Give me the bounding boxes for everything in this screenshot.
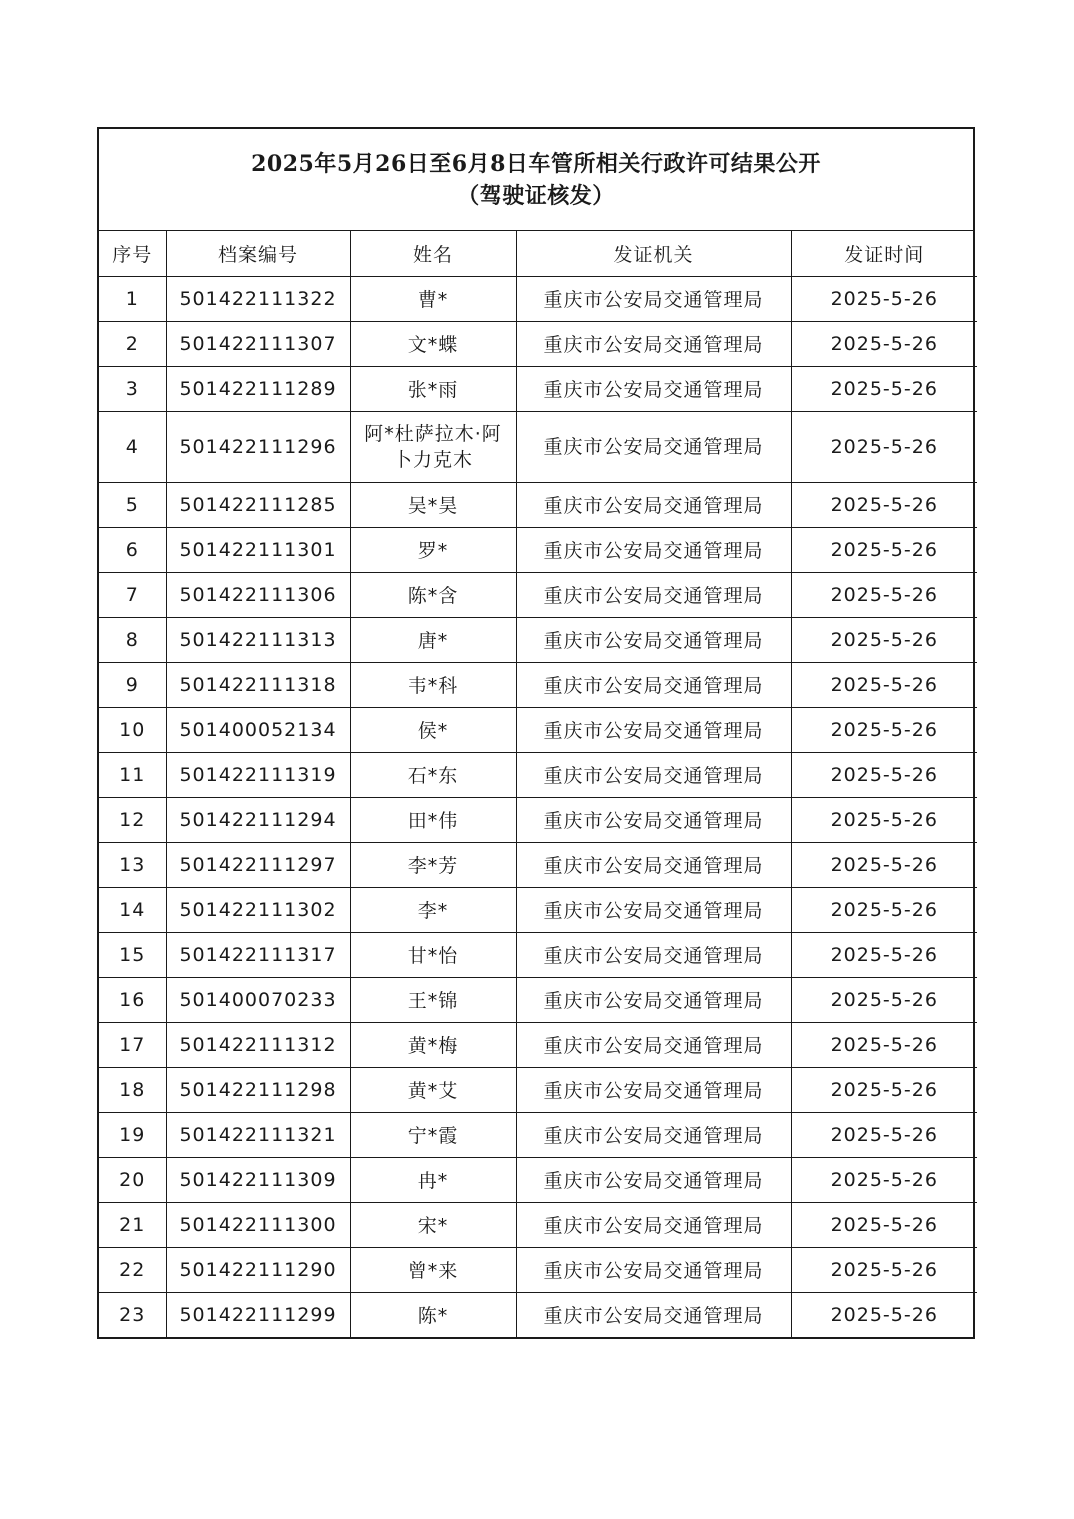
cell-file-number: 501422111309: [166, 1157, 350, 1202]
table-row: [99, 1112, 977, 1157]
cell-index: 7: [99, 572, 166, 617]
cell-index: 15: [99, 932, 166, 977]
cell-issuing-authority: 重庆市公安局交通管理局: [516, 411, 791, 482]
column-header-issuing-authority: 发证机关: [516, 231, 791, 276]
cell-issuing-authority: 重庆市公安局交通管理局: [516, 527, 791, 572]
table-row: [99, 1292, 977, 1337]
table-row: [99, 1247, 977, 1292]
cell-name: 甘*怡: [350, 932, 516, 977]
table-row: [99, 482, 977, 527]
license-table: [99, 231, 977, 1337]
cell-issue-date: 2025-5-26: [791, 366, 977, 411]
cell-name: 曾*来: [350, 1247, 516, 1292]
cell-index: 18: [99, 1067, 166, 1112]
cell-file-number: 501422111321: [166, 1112, 350, 1157]
cell-issuing-authority: 重庆市公安局交通管理局: [516, 707, 791, 752]
cell-index: 5: [99, 482, 166, 527]
table-row: [99, 842, 977, 887]
cell-name: 阿*杜萨拉木·阿卜力克木: [350, 411, 516, 482]
cell-issue-date: 2025-5-26: [791, 1292, 977, 1337]
column-header-file-number: 档案编号: [166, 231, 350, 276]
column-header-name: 姓名: [350, 231, 516, 276]
cell-issue-date: 2025-5-26: [791, 411, 977, 482]
cell-file-number: 501422111294: [166, 797, 350, 842]
cell-file-number: 501400052134: [166, 707, 350, 752]
cell-issuing-authority: 重庆市公安局交通管理局: [516, 276, 791, 321]
table-row: [99, 617, 977, 662]
table-row: [99, 662, 977, 707]
cell-file-number: 501422111301: [166, 527, 350, 572]
cell-issuing-authority: 重庆市公安局交通管理局: [516, 321, 791, 366]
cell-file-number: 501422111298: [166, 1067, 350, 1112]
cell-name: 李*: [350, 887, 516, 932]
cell-file-number: 501422111313: [166, 617, 350, 662]
cell-issuing-authority: 重庆市公安局交通管理局: [516, 887, 791, 932]
cell-name: 唐*: [350, 617, 516, 662]
cell-index: 22: [99, 1247, 166, 1292]
cell-issuing-authority: 重庆市公安局交通管理局: [516, 1202, 791, 1247]
cell-issuing-authority: 重庆市公安局交通管理局: [516, 1022, 791, 1067]
table-row: [99, 527, 977, 572]
cell-file-number: 501400070233: [166, 977, 350, 1022]
cell-name: 曹*: [350, 276, 516, 321]
cell-issue-date: 2025-5-26: [791, 797, 977, 842]
document-sheet: [97, 127, 975, 1339]
cell-index: 6: [99, 527, 166, 572]
cell-index: 4: [99, 411, 166, 482]
cell-name: 田*伟: [350, 797, 516, 842]
cell-issue-date: 2025-5-26: [791, 617, 977, 662]
cell-issuing-authority: 重庆市公安局交通管理局: [516, 1247, 791, 1292]
cell-file-number: 501422111290: [166, 1247, 350, 1292]
cell-issuing-authority: 重庆市公安局交通管理局: [516, 932, 791, 977]
cell-issue-date: 2025-5-26: [791, 1022, 977, 1067]
table-row: [99, 411, 977, 482]
cell-name: 侯*: [350, 707, 516, 752]
cell-issue-date: 2025-5-26: [791, 977, 977, 1022]
cell-file-number: 501422111318: [166, 662, 350, 707]
cell-issue-date: 2025-5-26: [791, 932, 977, 977]
cell-issuing-authority: 重庆市公安局交通管理局: [516, 842, 791, 887]
cell-issue-date: 2025-5-26: [791, 1157, 977, 1202]
table-row: [99, 797, 977, 842]
cell-issuing-authority: 重庆市公安局交通管理局: [516, 617, 791, 662]
cell-issue-date: 2025-5-26: [791, 572, 977, 617]
cell-index: 9: [99, 662, 166, 707]
cell-index: 13: [99, 842, 166, 887]
cell-issue-date: 2025-5-26: [791, 842, 977, 887]
cell-issuing-authority: 重庆市公安局交通管理局: [516, 977, 791, 1022]
cell-name: 石*东: [350, 752, 516, 797]
table-row: [99, 366, 977, 411]
cell-file-number: 501422111299: [166, 1292, 350, 1337]
table-row: [99, 1067, 977, 1112]
cell-name: 黄*梅: [350, 1022, 516, 1067]
cell-issuing-authority: 重庆市公安局交通管理局: [516, 752, 791, 797]
cell-index: 23: [99, 1292, 166, 1337]
cell-index: 11: [99, 752, 166, 797]
table-row: [99, 572, 977, 617]
cell-file-number: 501422111312: [166, 1022, 350, 1067]
cell-name: 韦*科: [350, 662, 516, 707]
cell-index: 3: [99, 366, 166, 411]
cell-index: 2: [99, 321, 166, 366]
table-row: [99, 1202, 977, 1247]
cell-issuing-authority: 重庆市公安局交通管理局: [516, 366, 791, 411]
cell-name: 宁*霞: [350, 1112, 516, 1157]
cell-index: 12: [99, 797, 166, 842]
cell-name: 宋*: [350, 1202, 516, 1247]
cell-file-number: 501422111302: [166, 887, 350, 932]
title-block: [99, 129, 973, 231]
cell-file-number: 501422111297: [166, 842, 350, 887]
table-row: [99, 932, 977, 977]
column-header-index: 序号: [99, 231, 166, 276]
cell-name: 王*锦: [350, 977, 516, 1022]
cell-name: 李*芳: [350, 842, 516, 887]
cell-index: 17: [99, 1022, 166, 1067]
cell-issuing-authority: 重庆市公安局交通管理局: [516, 1157, 791, 1202]
cell-file-number: 501422111300: [166, 1202, 350, 1247]
cell-issuing-authority: 重庆市公安局交通管理局: [516, 572, 791, 617]
cell-issue-date: 2025-5-26: [791, 276, 977, 321]
cell-issuing-authority: 重庆市公安局交通管理局: [516, 1067, 791, 1112]
cell-name: 陈*: [350, 1292, 516, 1337]
cell-file-number: 501422111319: [166, 752, 350, 797]
cell-file-number: 501422111285: [166, 482, 350, 527]
table-row: [99, 1157, 977, 1202]
cell-index: 19: [99, 1112, 166, 1157]
table-row: [99, 977, 977, 1022]
table-body: [99, 276, 977, 1337]
cell-name: 冉*: [350, 1157, 516, 1202]
table-row: [99, 1022, 977, 1067]
cell-file-number: 501422111317: [166, 932, 350, 977]
cell-issue-date: 2025-5-26: [791, 1112, 977, 1157]
table-row: [99, 887, 977, 932]
cell-index: 10: [99, 707, 166, 752]
cell-name: 吴*昊: [350, 482, 516, 527]
document-subtitle: （驾驶证核发）: [457, 182, 615, 209]
table-header-row: [99, 231, 977, 276]
cell-issue-date: 2025-5-26: [791, 321, 977, 366]
table-row: [99, 321, 977, 366]
cell-index: 14: [99, 887, 166, 932]
cell-file-number: 501422111296: [166, 411, 350, 482]
cell-issue-date: 2025-5-26: [791, 527, 977, 572]
cell-file-number: 501422111289: [166, 366, 350, 411]
column-header-issue-date: 发证时间: [791, 231, 977, 276]
cell-index: 21: [99, 1202, 166, 1247]
cell-issue-date: 2025-5-26: [791, 662, 977, 707]
cell-issuing-authority: 重庆市公安局交通管理局: [516, 662, 791, 707]
cell-issuing-authority: 重庆市公安局交通管理局: [516, 482, 791, 527]
table-row: [99, 707, 977, 752]
cell-name: 文*蝶: [350, 321, 516, 366]
cell-issuing-authority: 重庆市公安局交通管理局: [516, 1292, 791, 1337]
cell-issue-date: 2025-5-26: [791, 1202, 977, 1247]
cell-index: 20: [99, 1157, 166, 1202]
cell-issue-date: 2025-5-26: [791, 482, 977, 527]
cell-issuing-authority: 重庆市公安局交通管理局: [516, 1112, 791, 1157]
cell-issue-date: 2025-5-26: [791, 1067, 977, 1112]
cell-file-number: 501422111306: [166, 572, 350, 617]
cell-name: 罗*: [350, 527, 516, 572]
document-title: 2025年5月26日至6月8日车管所相关行政许可结果公开: [251, 150, 821, 177]
cell-index: 8: [99, 617, 166, 662]
cell-name: 张*雨: [350, 366, 516, 411]
cell-index: 1: [99, 276, 166, 321]
cell-file-number: 501422111322: [166, 276, 350, 321]
cell-name: 陈*含: [350, 572, 516, 617]
cell-file-number: 501422111307: [166, 321, 350, 366]
cell-issue-date: 2025-5-26: [791, 887, 977, 932]
cell-issue-date: 2025-5-26: [791, 707, 977, 752]
cell-issue-date: 2025-5-26: [791, 1247, 977, 1292]
cell-issuing-authority: 重庆市公安局交通管理局: [516, 797, 791, 842]
cell-index: 16: [99, 977, 166, 1022]
cell-issue-date: 2025-5-26: [791, 752, 977, 797]
cell-name: 黄*艾: [350, 1067, 516, 1112]
table-row: [99, 752, 977, 797]
table-row: [99, 276, 977, 321]
